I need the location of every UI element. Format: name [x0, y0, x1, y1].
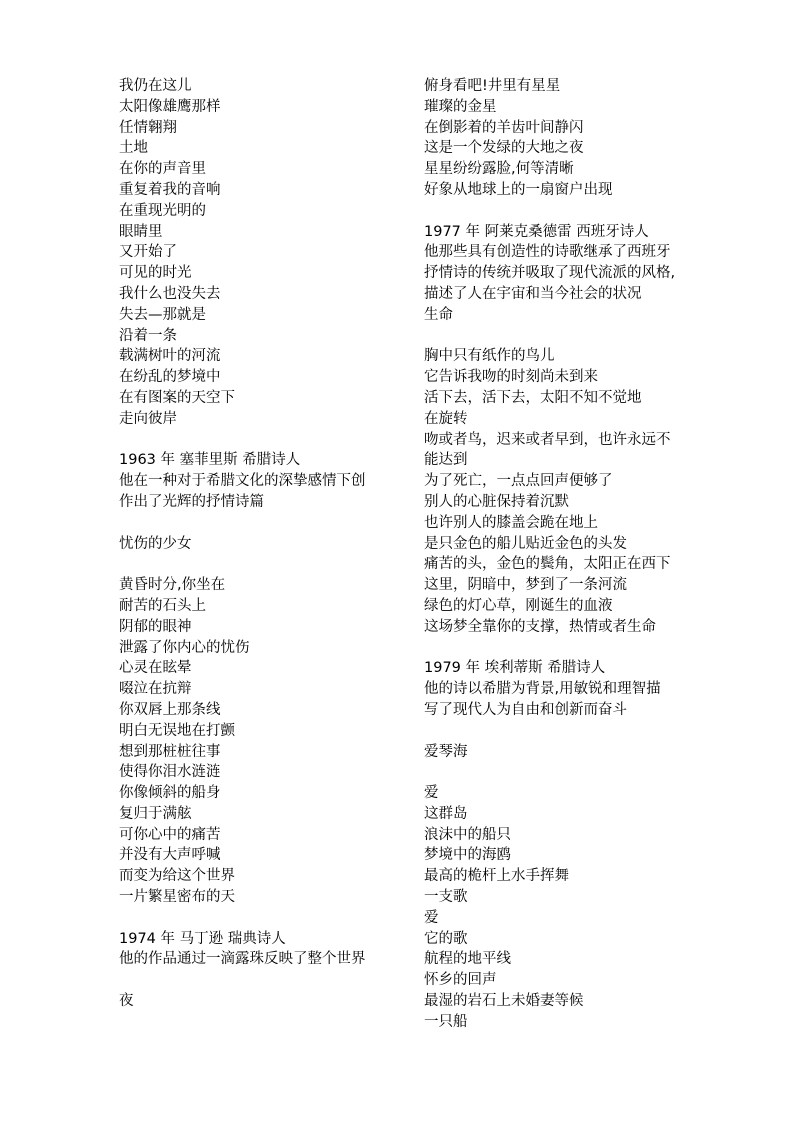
text-line: 爱琴海 — [424, 743, 468, 760]
right-text-column — [424, 76, 714, 1033]
text-line: 爱 — [424, 785, 439, 802]
text-line — [424, 762, 714, 783]
text-line: 别人的心脏保持着沉默 — [424, 493, 569, 510]
text-line — [424, 721, 714, 742]
text-line: 你像倾斜的船身 — [119, 785, 221, 802]
text-line — [424, 638, 714, 659]
text-line: 你双唇上那条线 — [119, 701, 221, 718]
text-line: 他的诗以希腊为背景,用敏锐和理智描 — [424, 681, 661, 698]
text-line — [119, 970, 404, 991]
text-line: 吻或者鸟，迟来或者早到，也许永远不 — [424, 431, 671, 448]
text-line: 黄昏时分,你坐在 — [119, 577, 226, 594]
text-line: 在旋转 — [424, 410, 468, 427]
text-line: 他在一种对于希腊文化的深挚感情下创 — [119, 473, 366, 490]
text-line: 载满树叶的河流 — [119, 348, 221, 365]
text-line — [424, 326, 714, 347]
text-line: 俯身看吧!井里有星星 — [424, 78, 561, 94]
text-line: 为了死亡，一点点回声便够了 — [424, 473, 613, 490]
text-line — [424, 201, 714, 222]
text-line: 在有图案的天空下 — [119, 389, 235, 406]
text-line: 好象从地球上的一扇窗户出现 — [424, 181, 613, 198]
text-line: 耐苦的石头上 — [119, 597, 206, 614]
text-line: 璀璨的金星 — [424, 98, 497, 115]
text-line: 1974 年 马丁逊 瑞典诗人 — [119, 930, 286, 947]
text-line: 最高的桅杆上水手挥舞 — [424, 868, 569, 885]
text-line: 想到那桩桩往事 — [119, 743, 221, 760]
text-line: 明白无误地在打颤 — [119, 722, 235, 739]
text-line: 沿着一条 — [119, 327, 177, 344]
text-line: 眼睛里 — [119, 223, 163, 240]
text-line: 航程的地平线 — [424, 951, 511, 968]
text-line: 在重现光明的 — [119, 202, 206, 219]
text-line — [119, 554, 404, 575]
text-line: 我什么也没失去 — [119, 285, 221, 302]
text-line: 一只船 — [424, 1013, 468, 1030]
text-line: 抒情诗的传统并吸取了现代流派的风格, — [424, 265, 676, 282]
text-line — [119, 908, 404, 929]
text-line: 又开始了 — [119, 244, 177, 261]
text-line: 在倒影着的羊齿叶间静闪 — [424, 119, 584, 136]
text-line: 夜 — [119, 993, 134, 1010]
text-line: 生命 — [424, 306, 453, 323]
text-line: 能达到 — [424, 452, 468, 469]
text-line: 失去—那就是 — [119, 306, 206, 323]
text-line: 描述了人在宇宙和当今社会的状况 — [424, 285, 642, 302]
text-line: 他那些具有创造性的诗歌继承了西班牙 — [424, 244, 671, 261]
text-line: 阴郁的眼神 — [119, 618, 192, 635]
text-line: 重复着我的音响 — [119, 181, 221, 198]
text-line: 这群岛 — [424, 805, 468, 822]
text-line: 可你心中的痛苦 — [119, 826, 221, 843]
text-line: 任情翱翔 — [119, 119, 177, 136]
text-line: 在纷乱的梦境中 — [119, 369, 221, 386]
text-line: 太阳像雄鹰那样 — [119, 98, 221, 115]
text-line: 它告诉我吻的时刻尚未到来 — [424, 369, 598, 386]
text-line — [119, 430, 404, 451]
text-line: 痛苦的头，金色的鬓角，太阳正在西下 — [424, 556, 671, 573]
text-line: 复归于满舷 — [119, 805, 192, 822]
text-line: 这里，阴暗中，梦到了一条河流 — [424, 577, 627, 594]
text-line: 一片繁星密布的天 — [119, 889, 235, 906]
text-line: 怀乡的回声 — [424, 972, 497, 989]
text-line: 作出了光辉的抒情诗篇 — [119, 493, 264, 510]
left-text-column — [119, 76, 404, 1012]
text-line: 梦境中的海鸥 — [424, 847, 511, 864]
text-line: 他的作品通过一滴露珠反映了整个世界 — [119, 951, 366, 968]
text-line: 爱 — [424, 909, 439, 926]
text-line: 走向彼岸 — [119, 410, 177, 427]
text-line: 可见的时光 — [119, 265, 192, 282]
text-line: 而变为给这个世界 — [119, 868, 235, 885]
text-line: 使得你泪水涟涟 — [119, 764, 221, 781]
text-line: 绿色的灯心草，刚诞生的血液 — [424, 597, 613, 614]
text-line: 土地 — [119, 140, 148, 157]
text-line: 我仍在这儿 — [119, 78, 192, 94]
text-line: 最湿的岩石上未婚妻等候 — [424, 993, 584, 1010]
text-line: 心灵在眩晕 — [119, 660, 192, 677]
text-line: 并没有大声呼喊 — [119, 847, 221, 864]
text-line: 忧伤的少女 — [119, 535, 192, 552]
text-line: 这是一个发绿的大地之夜 — [424, 140, 584, 157]
text-line: 在你的声音里 — [119, 161, 206, 178]
text-line: 1963 年 塞菲里斯 希腊诗人 — [119, 452, 301, 469]
text-line: 是只金色的船儿贴近金色的头发 — [424, 535, 627, 552]
text-line: 星星纷纷露脸,何等清晰 — [424, 161, 574, 178]
text-line: 这场梦全靠你的支撑，热情或者生命 — [424, 618, 656, 635]
text-line: 泄露了你内心的忧伤 — [119, 639, 250, 656]
text-line: 它的歌 — [424, 930, 468, 947]
text-line: 1977 年 阿莱克桑德雷 西班牙诗人 — [424, 223, 649, 240]
text-line: 也许别人的膝盖会跪在地上 — [424, 514, 598, 531]
text-line — [119, 513, 404, 534]
text-line: 1979 年 埃利蒂斯 希腊诗人 — [424, 660, 606, 677]
text-line: 一支歌 — [424, 889, 468, 906]
text-line: 胸中只有纸作的鸟儿 — [424, 348, 555, 365]
text-line: 啜泣在抗辩 — [119, 681, 192, 698]
text-line: 写了现代人为自由和创新而奋斗 — [424, 701, 627, 718]
text-line: 浪沫中的船只 — [424, 826, 511, 843]
text-line: 活下去，活下去，太阳不知不觉地 — [424, 389, 642, 406]
